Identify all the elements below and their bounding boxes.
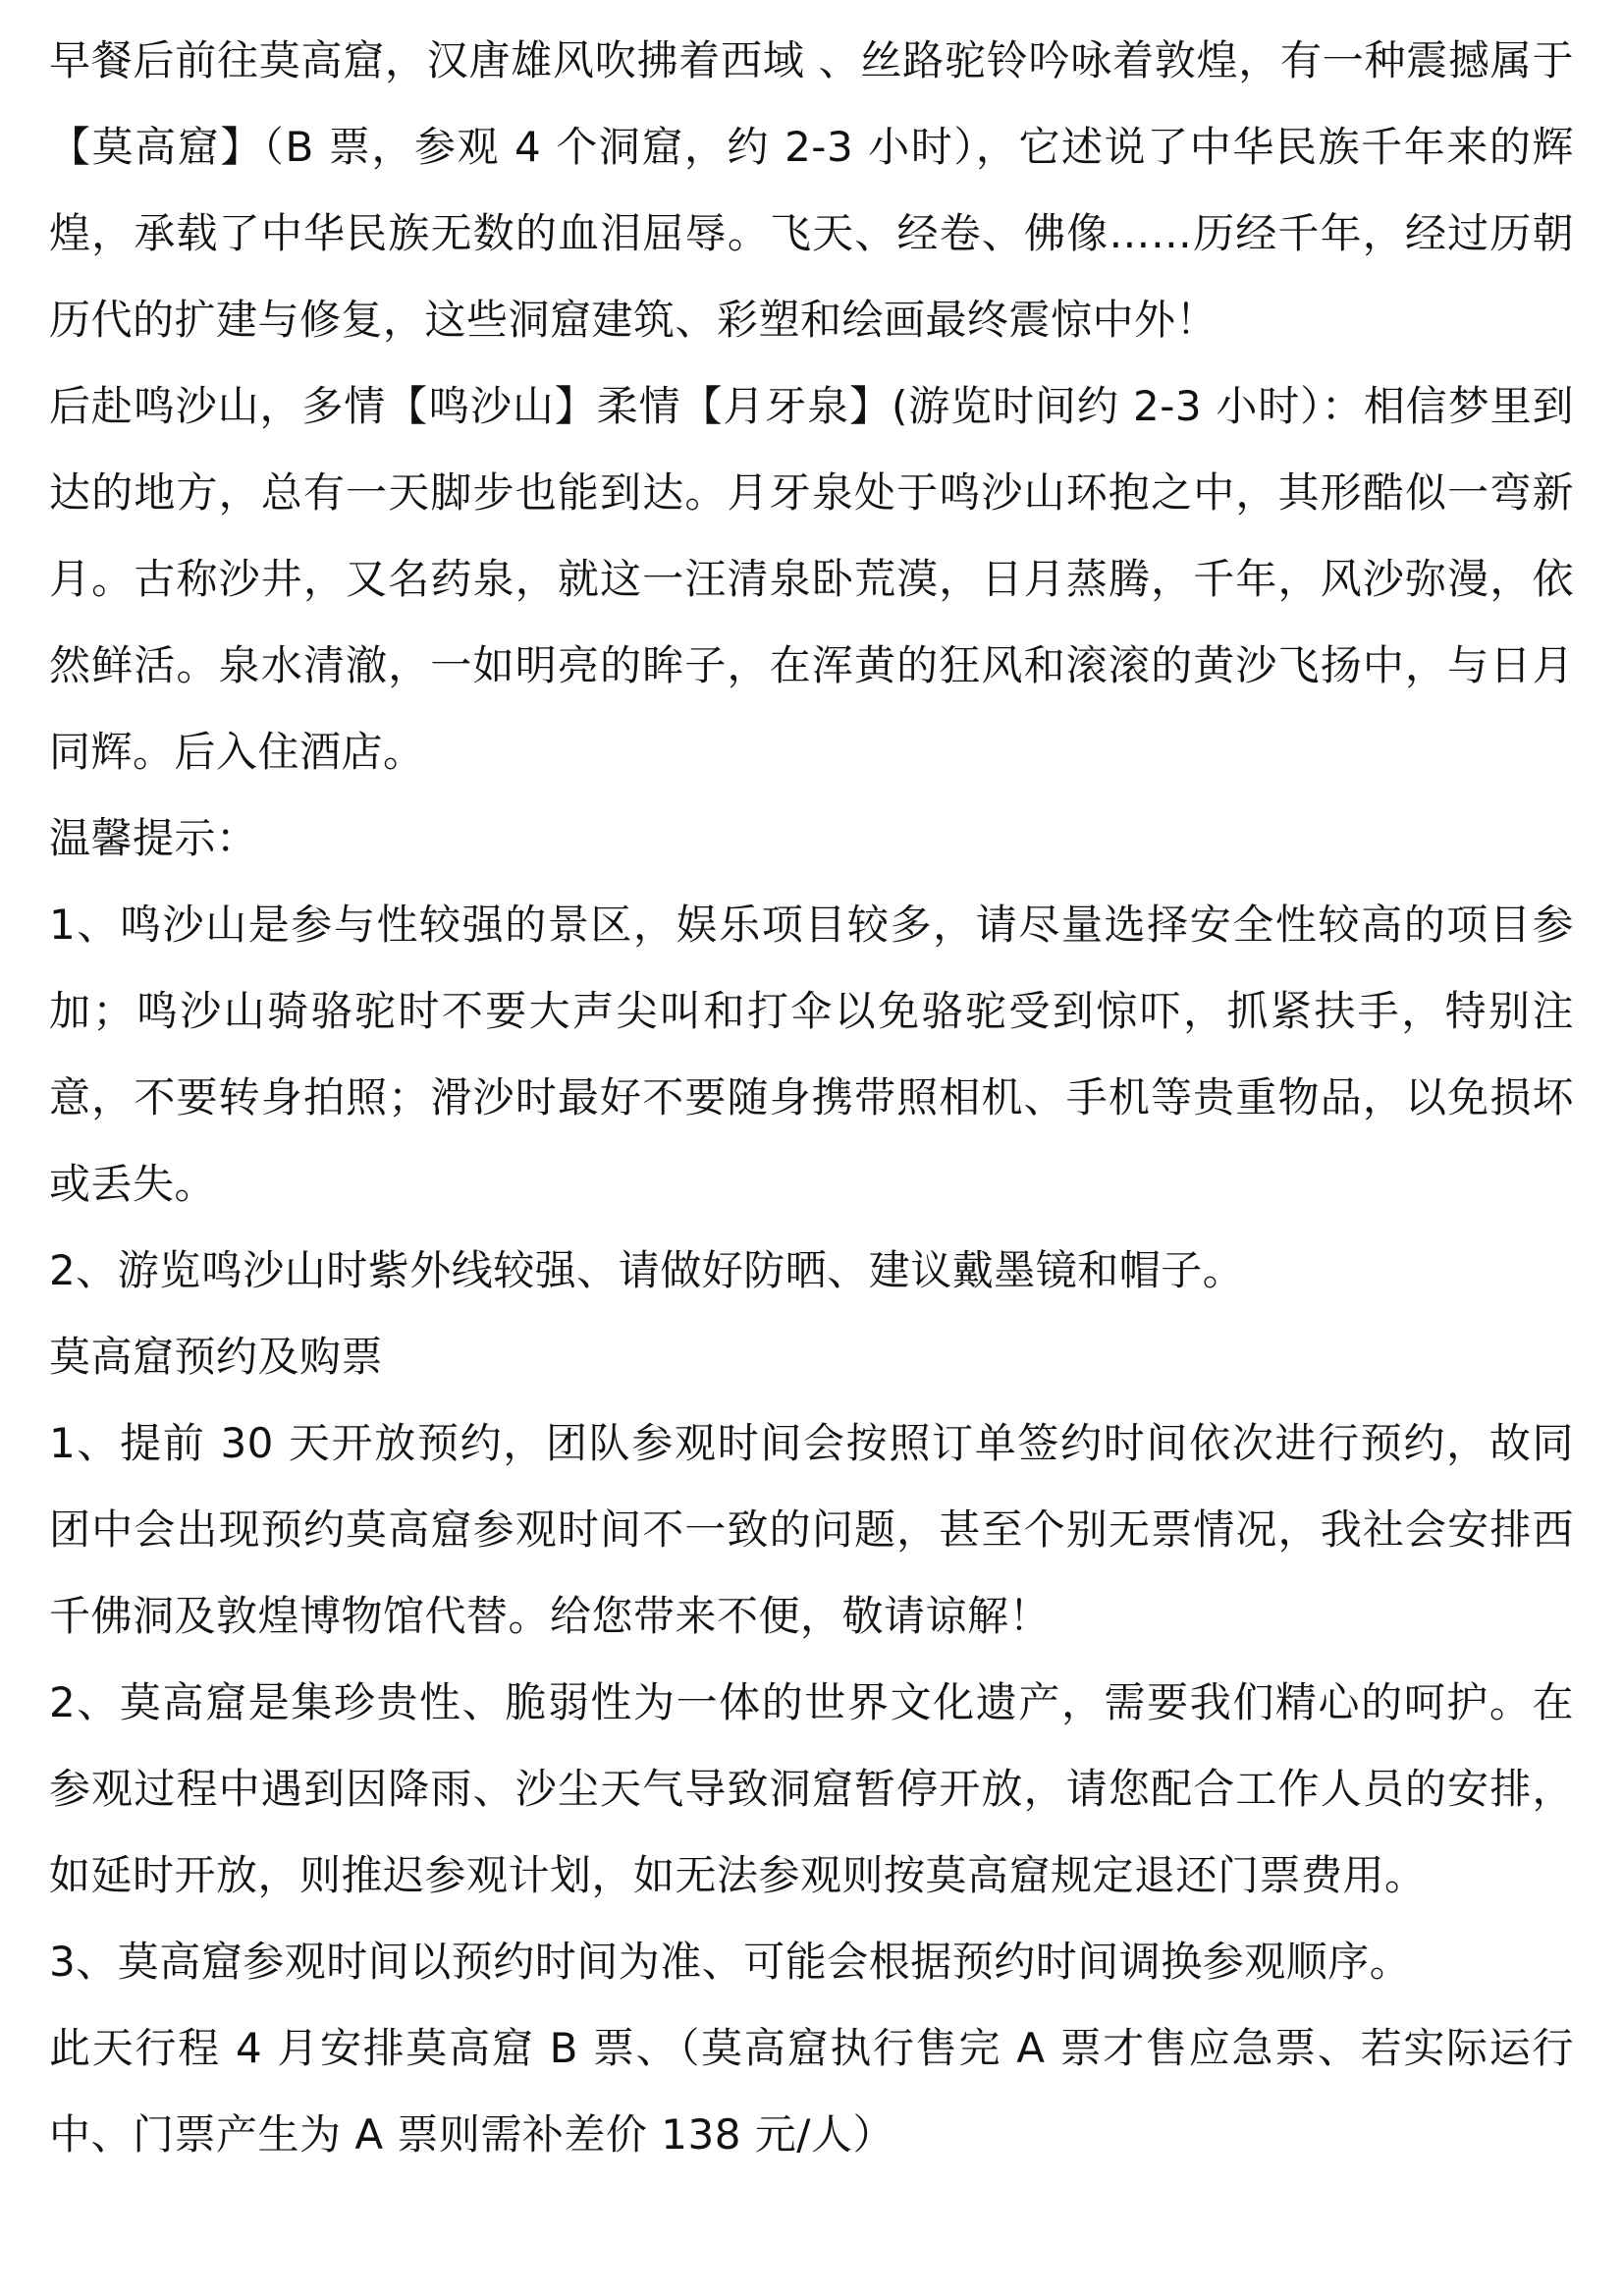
document-body xyxy=(49,18,1574,2178)
paragraph-mingsha-intro: 后赴鸣沙山，多情【鸣沙山】柔情【月牙泉】(游览时间约 2-3 小时）：相信梦里到达的地方，总有一天脚步也能到达。月牙泉处于鸣沙山环抱之中，其形酷似一弯新月。古称沙井，又名药泉，就这一汪清泉卧荒漠，日月蒸腾，千年，风沙弥漫，依然鲜活。泉水清澈，一如明亮的眸子，在浑黄的狂风和滚滚的黄沙飞扬中，与日月同辉。后入住酒店。 xyxy=(49,382,1575,776)
tip-item-2: 2、游览鸣沙山时紫外线较强、请做好防晒、建议戴墨镜和帽子。 xyxy=(49,1246,1245,1294)
booking-item-2: 2、莫高窟是集珍贵性、脆弱性为一体的世界文化遗产，需要我们精心的呵护。在参观过程中遇到因降雨、沙尘天气导致洞窟暂停开放，请您配合工作人员的安排，如延时开放，则推迟参观计划，如无法参观则按莫高窟规定退还门票费用。 xyxy=(49,1678,1574,1899)
booking-item-3: 3、莫高窟参观时间以预约时间为准、可能会根据预约时间调换参观顺序。 xyxy=(49,1938,1412,1986)
heading-tips: 温馨提示： xyxy=(49,814,258,862)
heading-booking: 莫高窟预约及购票 xyxy=(49,1333,384,1381)
ticket-note: 此天行程 4 月安排莫高窟 B 票、（莫高窟执行售完 A 票才售应急票、若实际运行中、门票产生为 A 票则需补差价 138 元/人） xyxy=(49,2024,1574,2159)
booking-item-1: 1、提前 30 天开放预约，团队参观时间会按照订单签约时间依次进行预约，故同团中会出现预约莫高窟参观时间不一致的问题，甚至个别无票情况，我社会安排西千佛洞及敦煌博物馆代替。给您带来不便，敬请谅解！ xyxy=(49,1419,1574,1640)
paragraph-mogao-intro: 早餐后前往莫高窟，汉唐雄风吹拂着西域 、丝路驼铃吟咏着敦煌，有一种震撼属于【莫高窟】（B 票，参观 4 个洞窟，约 2-3 小时），它述说了中华民族千年来的辉煌，承载了中华民族无数的血泪屈辱。飞天、经卷、佛像……历经千年，经过历朝历代的扩建与修复，这些洞窟建筑、彩塑和绘画最终震惊中外！ xyxy=(49,36,1574,344)
tip-item-1: 1、鸣沙山是参与性较强的景区，娱乐项目较多，请尽量选择安全性较高的项目参加；鸣沙山骑骆驼时不要大声尖叫和打伞以免骆驼受到惊吓，抓紧扶手，特别注意，不要转身拍照；滑沙时最好不要随身携带照相机、手机等贵重物品，以免损坏或丢失。 xyxy=(49,901,1574,1208)
